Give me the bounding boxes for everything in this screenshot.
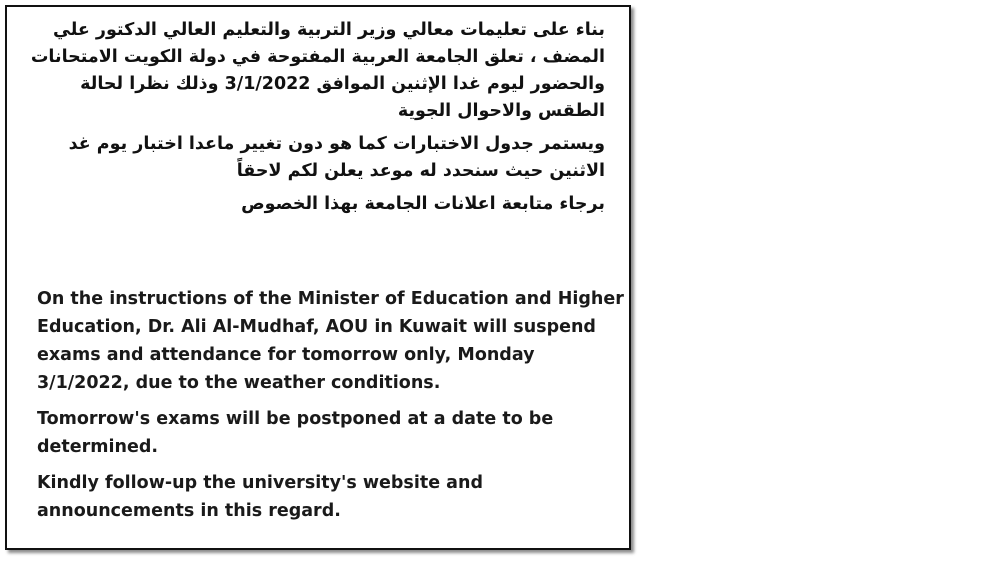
english-paragraph-follow-up: Kindly follow-up the university's website and announcements in this regard. — [37, 473, 483, 521]
arabic-paragraph-suspension: بناء على تعليمات معالي وزير التربية والتعليم العالي الدكتور علي المضف ، تعلق الجامعة العربية المفتوحة في دولة الكويت الامتحانات والحضور ليوم غدا الإثنين الموافق 3/1/2022 وذلك نظرا لحالة الطقس والاحوال الجوية — [30, 20, 605, 121]
english-paragraph-suspension: On the instructions of the Minister of Education and Higher Education, Dr. Ali Al-Mudhaf, AOU in Kuwait will suspend exams and attendance for tomorrow only, Monday 3/1/2022, due to the weather conditions. — [37, 289, 624, 393]
arabic-paragraph-follow-up: برجاء متابعة اعلانات الجامعة بهذا الخصوص — [241, 194, 605, 214]
announcement-notice — [5, 5, 631, 550]
arabic-paragraph-schedule: ويستمر جدول الاختبارات كما هو دون تغيير ماعدا اختبار يوم غد الاثنين حيث سنحدد له موعد يعلن لكم لاحقاً — [68, 134, 605, 181]
english-announcement — [37, 285, 627, 533]
arabic-announcement — [27, 17, 605, 224]
english-paragraph-postponed: Tomorrow's exams will be postponed at a date to be determined. — [37, 409, 554, 457]
